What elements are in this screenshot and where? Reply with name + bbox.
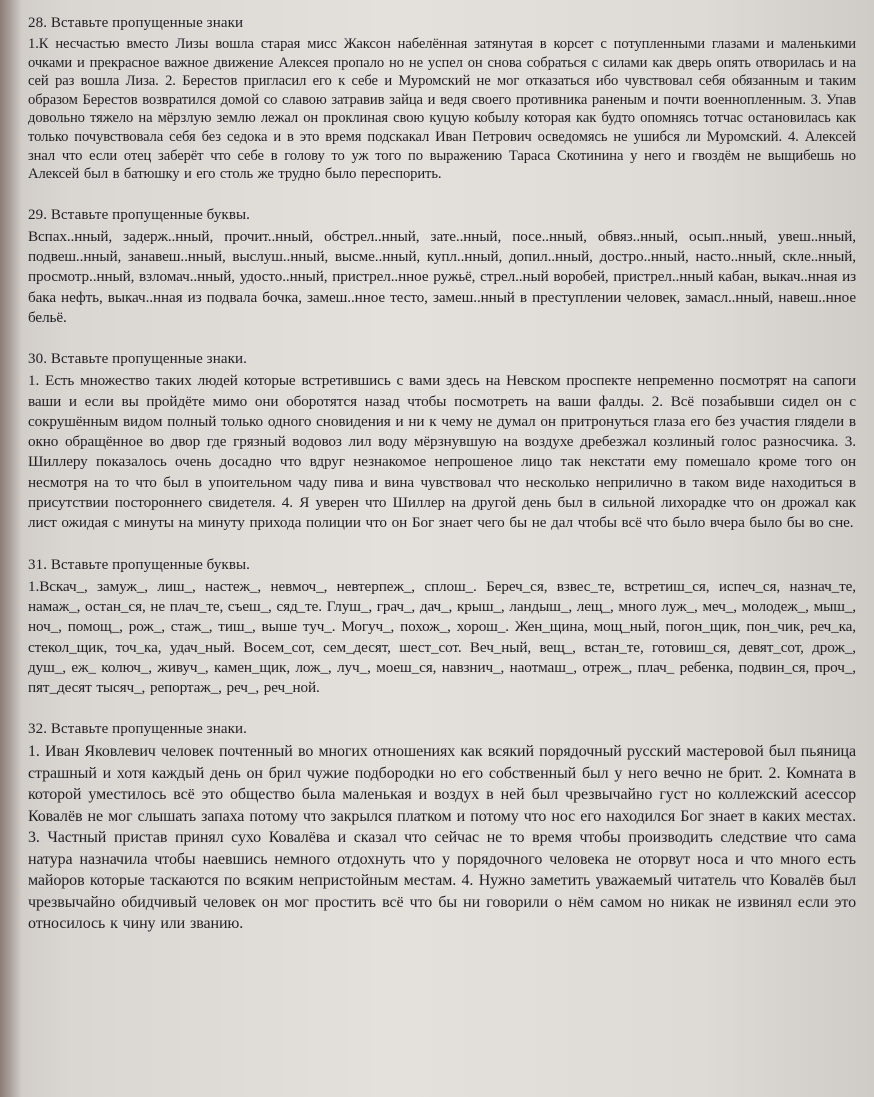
task-title: 31. Вставьте пропущенные буквы. (28, 556, 251, 573)
task-text: 1. Есть множество таких людей которые встретившись с вами здесь на Невском проспекте непременно посмотрят на сапоги ваши и если вы пройдёте мимо они оборотятся назад чтобы посмотреть на ваши фалды. 2. Всё позабывши сидел он с сокрушённым видом полный только одного сновидения и ни к чему не думал он притронуться глаза его без участия глядели в окно обращённое во двор где грязный водовоз лил воду мёрзнувшую на воздухе дребезжал козлиный голос разносчика. 3. Шиллеру показалось очень досадно что вдруг незнакомое непрошеное лицо так некстати ему помешало кроме того он несмотря на то что был в упоительном чаду пива и вина чувствовал что несколько неприлично в таком виде находиться в присутствии постороннего свидетеля. 4. Я уверен что Шиллер на другой день был в сильной лихорадке что он дрожал как лист ожидая с минуты на минуту прихода полиции что он Бог знает чего бы не дал чтобы всё что было вчера было бы во сне. (28, 372, 856, 532)
task-30 (28, 350, 856, 533)
task-title: 29. Вставьте пропущенные буквы. (28, 206, 251, 223)
task-28 (28, 14, 856, 184)
task-title: 30. Вставьте пропущенные знаки. (28, 351, 247, 368)
task-29 (28, 206, 856, 328)
task-title: 28. Вставьте пропущенные знаки (28, 15, 244, 31)
task-text: 1. Иван Яковлевич человек почтенный во многих отношениях как всякий порядочный русский мастеровой был пьяница страшный и хотя каждый день он брил чужие подбородки но его собственный был у него вечно не брит. 2. Комната в которой уместилось всё это общество была маленькая и воздух в ней был чрезвычайно густ но коллежский асессор Ковалёв не мог слышать запаха потому что закрылся платком и потому что нос его находился Бог знает в каких местах. 3. Частный пристав принял сухо Ковалёва и сказал что сейчас не то время чтобы производить следствие что сама натура назначила чтобы наевшись немного отдохнуть что у порядочного человека не оторвут носа и что много есть майоров которые таскаются по всяким непристойным местам. 4. Нужно заметить уважаемый читатель что Ковалёв был чрезвычайно обидчивый человек он мог простить всё что бы ни говорили о нём самом но никак не извинял если это относилось к чину или званию. (28, 743, 856, 933)
task-text: 1.Вскач_, замуж_, лиш_, настеж_, невмоч_, невтерпеж_, сплош_. Береч_ся, взвес_те, встретиш_ся, испеч_ся, назнач_те, намаж_, остан_ся, не плач_те, съеш_, сяд_те. Глуш_, грач_, дач_, крыш_, ландыш_, лещ_, много луж_, меч_, молодеж_, мыш_, ноч_, помощ_, рож_, стаж_, тиш_, выше туч_. Могуч_, похож_, хорош_. Жен_щина, мощ_ный, погон_щик, пон_чик, реч_ка, стекол_щик, точ_ка, удач_ный. Восем_сот, сем_десят, шест_сот. Веч_ный, вещ_, встан_те, готовиш_ся, девят_сот, дрож_, душ_, еж_ колюч_, живуч_, камен_щик, лож_, луч_, моеш_ся, навзнич_, наотмаш_, отреж_, плач_ ребенка, подвин_ся, проч_, пят_десят тысяч_, репортаж_, реч_, реч_ной. (28, 577, 856, 697)
task-32 (28, 720, 856, 935)
task-31 (28, 556, 856, 699)
task-title: 32. Вставьте пропущенные знаки. (28, 721, 247, 738)
task-text: Вспах..нный, задерж..нный, прочит..нный, обстрел..нный, зате..нный, посе..нный, обвяз..нный, осып..нный, увеш..нный, подвеш..нный, занавеш..нный, выслуш..нный, высме..нный, купл..нный, допил..нный, достро..нный, насто..нный, скле..нный, просмотр..нный, взломач..нный, удосто..нный, пристрел..нное ружьё, стрел..ный воробей, пристрел..нный кабан, выкач..нная из бака нефть, выкач..нная из подвала бочка, замеш..нное тесто, замеш..нный в преступлении человек, замасл..нный, навеш..нное бельё. (28, 227, 856, 326)
task-text: 1.К несчастью вместо Лизы вошла старая мисс Жаксон набелённая затянутая в корсет с потупленными глазами и маленькими очками и прекрасное важное движение Алексея пропало но не успел он снова собраться с силами как дверь опять отворилась и на сей раз вошла Лиза. 2. Берестов пригласил его к себе и Муромский не мог отказаться ибо чувствовал себя обязанным и таким образом Берестов возвратился домой со славою затравив зайца и ведя своего противника раненым и почти военнопленным. 3. Упав довольно тяжело на мёрзлую землю лежал он проклиная свою куцую кобылу которая как будто опомнясь тотчас остановилась как только почувствовала себя без седока и в это время подскакал Иван Петрович осведомясь не ушибся ли Муромский. 4. Алексей знал что если отец заберёт что себе в голову то уж того по выражению Тараса Скотинина у него и гвоздём не выщибешь но Алексей был в батюшку и его столь же трудно было переспорить. (28, 36, 856, 183)
page-shadow (0, 0, 22, 1097)
